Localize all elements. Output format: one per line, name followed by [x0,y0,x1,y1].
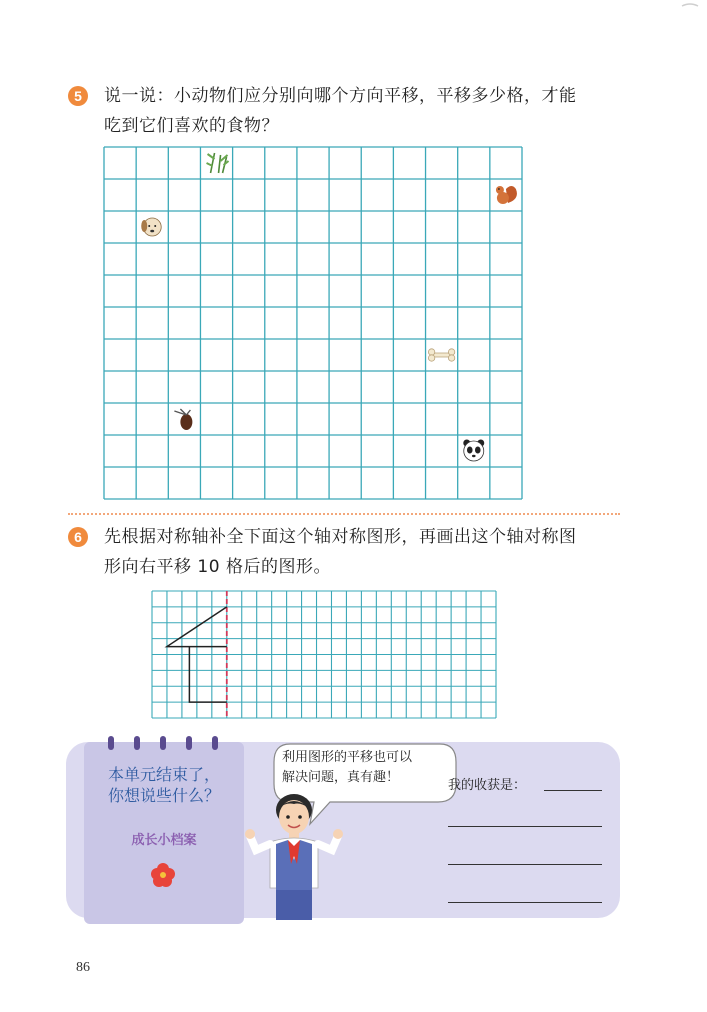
bamboo-icon [207,153,229,173]
card-subtitle: 成长小档案 [131,833,197,848]
boy-character-icon [244,790,344,922]
answer-line[interactable] [448,902,602,903]
binder-ring [186,736,192,750]
flower-icon [150,862,176,888]
speech-line2: 解决问题，真有趣！ [282,770,400,785]
problem-5-grid [104,147,522,499]
section-divider [68,513,620,515]
answer-line[interactable] [544,790,602,791]
speech-line1: 利用图形的平移也可以 [282,750,413,765]
binder-ring [212,736,218,750]
panda-icon [463,440,484,462]
speech-text [282,748,462,788]
pinecone-icon [174,409,192,430]
bone-icon [428,349,454,361]
page-number: 86 [76,960,90,975]
answer-line[interactable] [448,864,602,865]
squirrel-icon [496,186,517,204]
problem-6-text-line1: 先根据对称轴补全下面这个轴对称图形，再画出这个轴对称图 [104,527,577,547]
card-title-line1: 本单元结束了， [107,765,220,784]
card-title-line2: 你想说些什么？ [107,786,220,805]
problem-6-grid [152,591,496,718]
binder-ring [134,736,140,750]
answer-line[interactable] [448,826,602,827]
corner-mark [680,2,700,12]
problem-6-number: 6 [68,527,88,547]
problem-5-text-line2: 吃到它们喜欢的食物？ [104,116,279,136]
dog-icon [141,218,161,236]
problem-5-number: 5 [68,86,88,106]
binder-ring [108,736,114,750]
binder-ring [160,736,166,750]
problem-6-text-line2: 形向右平移 10 格后的图形。 [104,557,331,577]
problem-5-text-line1: 说一说：小动物们应分别向哪个方向平移，平移多少格，才能 [104,86,577,106]
card-title [84,764,244,806]
gain-label: 我的收获是： [448,778,527,793]
